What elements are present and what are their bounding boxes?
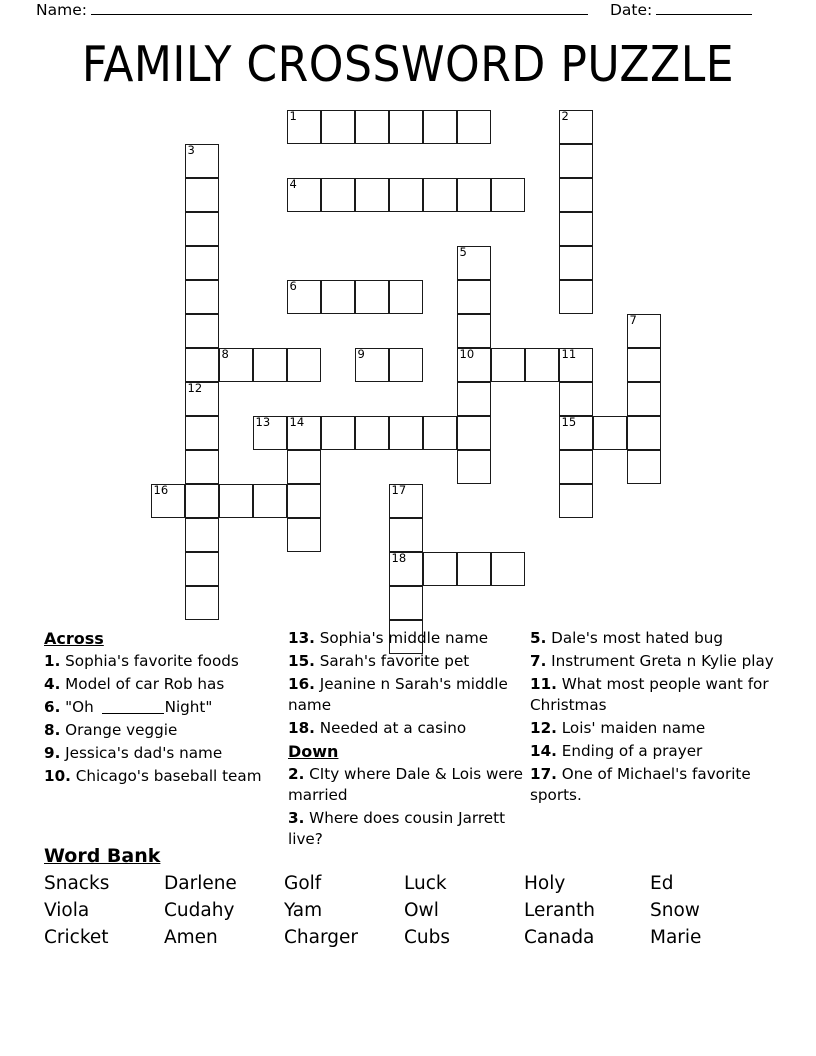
word-bank-word: Viola (44, 900, 90, 921)
down-heading: Down (288, 741, 339, 761)
clue-number: 15. (288, 651, 315, 670)
crossword-cell-numbered-18[interactable] (389, 552, 423, 586)
crossword-cell[interactable] (627, 382, 661, 416)
crossword-cell[interactable] (389, 586, 423, 620)
word-bank-word: Snow (650, 900, 700, 921)
crossword-cell[interactable] (185, 450, 219, 484)
crossword-cell-numbered-11[interactable] (559, 348, 593, 382)
crossword-cell[interactable] (491, 348, 525, 382)
crossword-cell[interactable] (559, 450, 593, 484)
crossword-cell-numbered-5[interactable] (457, 246, 491, 280)
crossword-cell-number: 3 (187, 143, 195, 157)
clue-across-15 (288, 651, 526, 672)
clue-number: 2. (288, 764, 305, 783)
crossword-cell[interactable] (185, 586, 219, 620)
crossword-cell[interactable] (185, 416, 219, 450)
clue-number: 9. (44, 743, 61, 762)
crossword-cell[interactable] (593, 416, 627, 450)
word-bank-word: Owl (404, 900, 439, 921)
word-bank-word: Darlene (164, 873, 237, 894)
clue-text: Instrument Greta n Kylie play (551, 651, 774, 670)
clue-text-cont: Night" (164, 698, 213, 717)
crossword-cell[interactable] (423, 416, 457, 450)
clue-number: 5. (530, 629, 547, 647)
page-title: FAMILY CROSSWORD PUZZLE (81, 36, 735, 93)
crossword-cell[interactable] (559, 280, 593, 314)
crossword-cell-numbered-2[interactable] (559, 110, 593, 144)
clue-text: Jessica's dad's name (65, 743, 223, 762)
crossword-cell[interactable] (355, 416, 389, 450)
clue-text: One of Michael's favorite sports. (530, 764, 751, 804)
crossword-cell-number: 7 (629, 313, 637, 327)
crossword-cell-number: 17 (391, 483, 407, 497)
clue-text: Sarah's favorite pet (319, 651, 470, 670)
crossword-cell[interactable] (627, 348, 661, 382)
word-bank-word: Snacks (44, 873, 110, 894)
crossword-cell-numbered-12[interactable] (185, 382, 219, 416)
crossword-cell-number: 18 (391, 551, 407, 565)
clue-column-1 (44, 628, 284, 789)
crossword-cell[interactable] (321, 178, 355, 212)
clue-number: 8. (44, 720, 61, 739)
crossword-cell[interactable] (287, 450, 321, 484)
clue-text: What most people want for Christmas (530, 674, 769, 714)
word-bank-word: Holy (524, 873, 566, 894)
crossword-cell[interactable] (287, 484, 321, 518)
crossword-cell-number: 9 (357, 347, 365, 361)
crossword-cell[interactable] (253, 484, 287, 518)
crossword-cell[interactable] (389, 110, 423, 144)
crossword-cell-number: 2 (561, 109, 569, 123)
crossword-cell[interactable] (457, 314, 491, 348)
clue-down-11 (530, 674, 774, 716)
crossword-cell[interactable] (253, 348, 287, 382)
word-bank-word: Cricket (44, 927, 109, 948)
crossword-cell[interactable] (457, 178, 491, 212)
clue-number: 1. (44, 652, 61, 671)
crossword-cell[interactable] (525, 348, 559, 382)
crossword-cell[interactable] (423, 110, 457, 144)
crossword-cell[interactable] (185, 246, 219, 280)
crossword-cell[interactable] (627, 416, 661, 450)
clue-text: "Oh (65, 698, 99, 717)
crossword-cell[interactable] (219, 484, 253, 518)
crossword-cell-number: 8 (221, 347, 229, 361)
date-label: Date: (609, 1, 653, 19)
crossword-cell[interactable] (559, 212, 593, 246)
clue-text: Dale's most hated bug (551, 629, 724, 647)
crossword-cell-number: 5 (459, 245, 467, 259)
clue-down-14 (530, 741, 774, 762)
clue-number: 14. (530, 741, 557, 760)
clue-text: Chicago's baseball team (75, 766, 262, 785)
clue-number: 6. (44, 698, 61, 717)
crossword-cell-number: 14 (289, 415, 305, 429)
crossword-cell-number: 11 (561, 347, 577, 361)
crossword-cell[interactable] (185, 212, 219, 246)
word-bank-word: Yam (284, 900, 323, 921)
crossword-cell-numbered-7[interactable] (627, 314, 661, 348)
crossword-cell[interactable] (389, 348, 423, 382)
crossword-cell[interactable] (559, 144, 593, 178)
crossword-cell[interactable] (389, 416, 423, 450)
clue-fill-blank[interactable] (102, 700, 164, 714)
clue-across-18 (288, 718, 526, 739)
crossword-cell-numbered-9[interactable] (355, 348, 389, 382)
word-bank-word: Luck (404, 873, 447, 894)
word-bank-word: Amen (164, 927, 218, 948)
clue-across-4 (44, 674, 284, 695)
crossword-cell[interactable] (559, 246, 593, 280)
clue-number: 4. (44, 675, 61, 694)
crossword-cell[interactable] (389, 178, 423, 212)
clue-number: 17. (530, 764, 557, 783)
crossword-cell[interactable] (491, 178, 525, 212)
clue-number: 12. (530, 718, 557, 737)
crossword-cell[interactable] (457, 382, 491, 416)
clue-column-2 (288, 628, 526, 852)
crossword-cell-numbered-14[interactable] (287, 416, 321, 450)
clue-column-3 (530, 628, 774, 808)
crossword-cell[interactable] (355, 280, 389, 314)
crossword-cell[interactable] (321, 280, 355, 314)
crossword-cell[interactable] (185, 484, 219, 518)
clue-text: CIty where Dale & Lois were married (288, 764, 524, 804)
crossword-cell-numbered-6[interactable] (287, 280, 321, 314)
crossword-cell[interactable] (355, 178, 389, 212)
word-bank-word: Ed (650, 873, 674, 894)
crossword-cell-numbered-16[interactable] (151, 484, 185, 518)
word-bank-word: Cudahy (164, 900, 235, 921)
clue-text: Ending of a prayer (561, 741, 703, 760)
crossword-cell-number: 15 (561, 415, 577, 429)
crossword-cell[interactable] (457, 416, 491, 450)
crossword-cell-numbered-13[interactable] (253, 416, 287, 450)
crossword-cell[interactable] (287, 518, 321, 552)
clue-number: 11. (530, 674, 557, 693)
clue-across-13 (288, 628, 526, 649)
word-bank-word: Leranth (524, 900, 596, 921)
word-bank-word: Charger (284, 927, 358, 948)
crossword-cell[interactable] (457, 552, 491, 586)
crossword-cell[interactable] (457, 280, 491, 314)
clue-text: Sophia's middle name (319, 629, 489, 647)
word-bank-word: Cubs (404, 927, 451, 948)
clue-number: 13. (288, 629, 315, 647)
word-bank-grid (44, 873, 774, 948)
across-heading: Across (44, 629, 104, 648)
clue-text: Needed at a casino (319, 718, 467, 737)
clue-number: 3. (288, 808, 305, 827)
crossword-cell[interactable] (389, 280, 423, 314)
crossword-cell[interactable] (423, 552, 457, 586)
crossword-cell-numbered-1[interactable] (287, 110, 321, 144)
clue-text: Lois' maiden name (561, 718, 706, 737)
crossword-cell[interactable] (185, 314, 219, 348)
clue-text: Where does cousin Jarrett live? (288, 808, 506, 848)
crossword-cell[interactable] (185, 552, 219, 586)
clue-across-10 (44, 766, 284, 787)
crossword-cell-number: 16 (153, 483, 169, 497)
clue-across-8 (44, 720, 284, 741)
clue-down-7 (530, 651, 774, 672)
clue-across-1 (44, 651, 284, 672)
clue-across-9 (44, 743, 284, 764)
clue-number: 10. (44, 766, 71, 785)
crossword-cell[interactable] (321, 110, 355, 144)
crossword-cell[interactable] (627, 450, 661, 484)
crossword-cell[interactable] (185, 178, 219, 212)
clue-text: Jeanine n Sarah's middle name (288, 674, 508, 714)
crossword-cell-numbered-15[interactable] (559, 416, 593, 450)
crossword-cell-numbered-17[interactable] (389, 484, 423, 518)
crossword-cell[interactable] (389, 518, 423, 552)
crossword-cell[interactable] (457, 110, 491, 144)
clue-down-17 (530, 764, 774, 806)
clues-section (44, 628, 774, 848)
clue-text: Sophia's favorite foods (65, 652, 239, 671)
clue-down-2 (288, 764, 526, 806)
crossword-cell-number: 1 (289, 109, 297, 123)
crossword-cell[interactable] (559, 382, 593, 416)
clue-down-5 (530, 628, 774, 649)
crossword-cell[interactable] (321, 416, 355, 450)
word-bank-heading: Word Bank (44, 845, 161, 867)
crossword-cell-number: 4 (289, 177, 297, 191)
clue-text: Model of car Rob has (65, 675, 225, 694)
crossword-cell-numbered-8[interactable] (219, 348, 253, 382)
crossword-cell[interactable] (287, 348, 321, 382)
crossword-cell[interactable] (457, 450, 491, 484)
crossword-cell[interactable] (491, 552, 525, 586)
crossword-cell-numbered-4[interactable] (287, 178, 321, 212)
word-bank-word: Canada (524, 927, 595, 948)
crossword-cell-numbered-3[interactable] (185, 144, 219, 178)
crossword-cell[interactable] (423, 178, 457, 212)
crossword-cell[interactable] (185, 518, 219, 552)
crossword-cell-number: 13 (255, 415, 271, 429)
clue-number: 7. (530, 651, 547, 670)
crossword-cell[interactable] (355, 110, 389, 144)
crossword-cell[interactable] (559, 484, 593, 518)
clue-across-6 (44, 697, 284, 718)
clue-text: Orange veggie (65, 720, 178, 739)
crossword-cell[interactable] (185, 280, 219, 314)
word-bank-word: Golf (284, 873, 322, 894)
word-bank-word: Marie (650, 927, 702, 948)
clue-down-3 (288, 808, 526, 850)
crossword-cell-number: 12 (187, 381, 203, 395)
name-label: Name: (36, 1, 87, 19)
crossword-cell[interactable] (559, 178, 593, 212)
clue-down-12 (530, 718, 774, 739)
clue-across-16 (288, 674, 526, 716)
crossword-cell-number: 10 (459, 347, 475, 361)
word-bank-section (44, 845, 774, 948)
crossword-cell-numbered-10[interactable] (457, 348, 491, 382)
crossword-cell[interactable] (185, 348, 219, 382)
crossword-cell-number: 6 (289, 279, 297, 293)
clue-number: 16. (288, 674, 315, 693)
clue-number: 18. (288, 718, 315, 737)
